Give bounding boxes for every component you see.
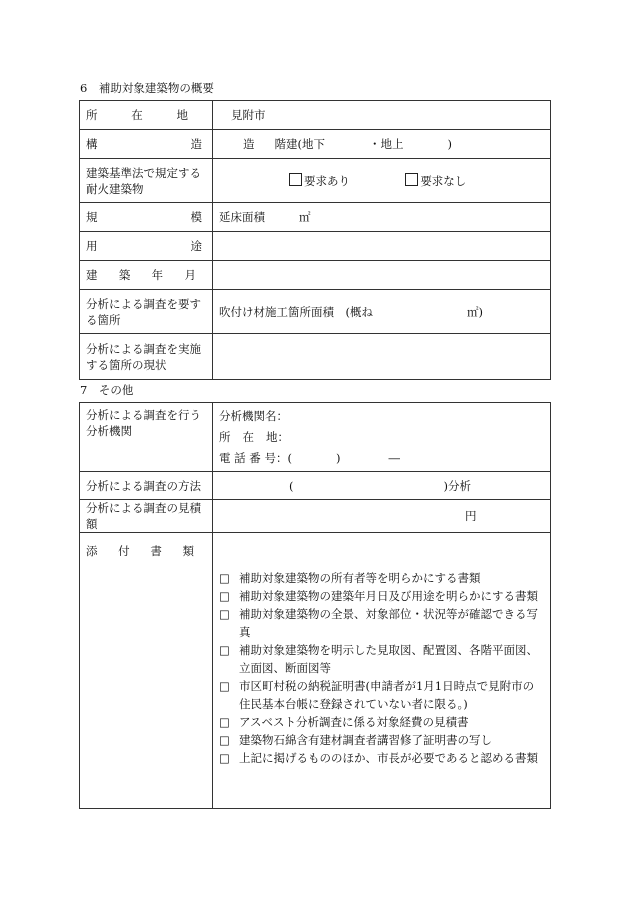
- row-scale: [80, 203, 551, 232]
- agency-name-field[interactable]: 分析機関名：: [219, 409, 288, 423]
- row-estimate: [80, 500, 551, 533]
- agency-address-field[interactable]: 所 在 地：: [219, 430, 289, 444]
- fireproof-not-required-checkbox[interactable]: [405, 173, 418, 186]
- value-location[interactable]: 見附市: [213, 101, 551, 130]
- value-estimate[interactable]: 円: [213, 500, 551, 533]
- value-use[interactable]: [213, 232, 551, 261]
- row-location: [80, 101, 551, 130]
- label-agency: 分析による調査を行う分析機関: [80, 403, 213, 472]
- section6-heading: 6 補助対象建築物の概要: [80, 81, 214, 95]
- value-structure[interactable]: 造 階建(地下 ・地上 ): [213, 130, 551, 159]
- label-estimate: 分析による調査の見積額: [80, 500, 213, 533]
- row-structure: [80, 130, 551, 159]
- value-built[interactable]: [213, 261, 551, 290]
- label-scale: 規 模: [80, 203, 213, 232]
- fireproof-required-checkbox[interactable]: [289, 173, 302, 186]
- row-method: [80, 472, 551, 500]
- agency-phone-field[interactable]: 電 話 番 号：( ) ―: [219, 451, 400, 465]
- other-info-table: [79, 402, 551, 809]
- attachment-item: □ アスベスト分析調査に係る対象経費の見積書: [219, 715, 469, 729]
- attachment-checkbox[interactable]: □: [219, 643, 230, 657]
- attachment-checkbox[interactable]: □: [219, 589, 230, 603]
- row-attachments: [80, 533, 551, 809]
- fireproof-required-label: 要求あり: [304, 173, 350, 188]
- attachment-checkbox[interactable]: □: [219, 571, 230, 585]
- row-agency: [80, 403, 551, 472]
- attachment-checkbox[interactable]: □: [219, 607, 230, 621]
- value-scale[interactable]: 延床面積 ㎡: [213, 203, 551, 232]
- building-overview-table: [79, 100, 551, 380]
- label-attachments: 添 付 書 類: [80, 533, 213, 809]
- attachment-item: □ 建築物石綿含有建材調査者講習修了証明書の写し: [219, 733, 492, 747]
- attachment-checkbox[interactable]: □: [219, 751, 230, 765]
- label-structure: 構 造: [80, 130, 213, 159]
- label-fireproof: 建築基準法で規定する耐火建築物: [80, 159, 213, 203]
- value-current-state[interactable]: [213, 334, 551, 380]
- attachment-item: □ 市区町村税の納税証明書(申請者が1月1日時点で見附市の住民基本台帳に登録されていない者に限る。): [219, 679, 535, 711]
- attachment-item: □ 補助対象建築物を明示した見取図、配置図、各階平面図、立面図、断面図等: [219, 643, 538, 675]
- attachment-item: □ 補助対象建築物の全景、対象部位・状況等が確認できる写真: [219, 607, 538, 639]
- row-built: [80, 261, 551, 290]
- row-use: [80, 232, 551, 261]
- value-method[interactable]: ( )分析: [213, 472, 551, 500]
- attachments-list: [219, 569, 544, 767]
- fireproof-not-required-label: 要求なし: [420, 173, 467, 188]
- row-fireproof: [80, 159, 551, 203]
- label-location: 所 在 地: [80, 101, 213, 130]
- attachment-checkbox[interactable]: □: [219, 679, 230, 693]
- attachment-item: □ 補助対象建築物の建築年月日及び用途を明らかにする書類: [219, 589, 538, 603]
- row-survey-spot: [80, 290, 551, 334]
- attachment-checkbox[interactable]: □: [219, 715, 230, 729]
- value-fireproof: [213, 159, 551, 203]
- section7-heading: 7 その他: [80, 383, 134, 397]
- attachment-item: □ 上記に掲げるもののほか、市長が必要であると認める書類: [219, 751, 538, 765]
- label-use: 用 途: [80, 232, 213, 261]
- attachment-checkbox[interactable]: □: [219, 733, 230, 747]
- row-current-state: [80, 334, 551, 380]
- label-current-state: 分析による調査を実施する箇所の現状: [80, 334, 213, 380]
- attachment-item: □ 補助対象建築物の所有者等を明らかにする書類: [219, 571, 481, 585]
- value-agency: [213, 403, 551, 472]
- value-attachments: [213, 533, 551, 809]
- label-built: 建 築 年 月: [80, 261, 213, 290]
- value-survey-spot[interactable]: 吹付け材施工箇所面積 (概ね ㎡): [213, 290, 551, 334]
- label-method: 分析による調査の方法: [80, 472, 213, 500]
- label-survey-spot: 分析による調査を要する箇所: [80, 290, 213, 334]
